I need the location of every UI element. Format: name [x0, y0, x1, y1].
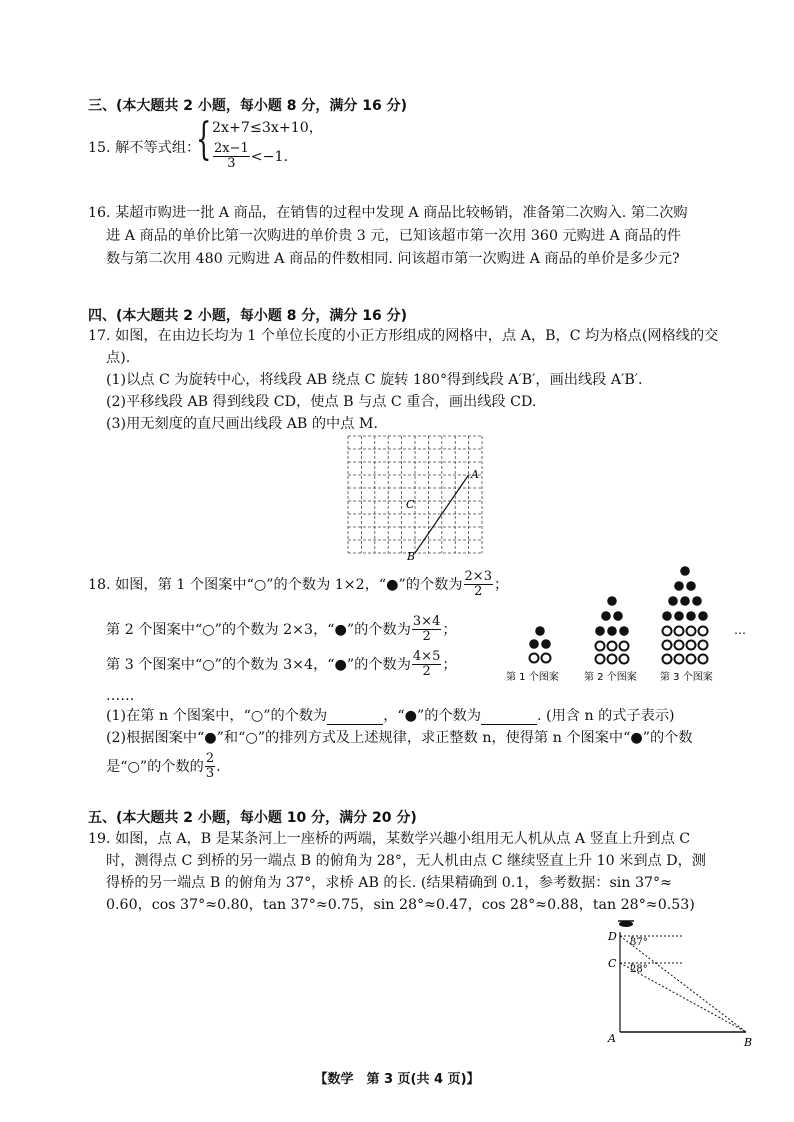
q18-item-1-text-a: (1)在第 n 个图案中，“○”的个数为: [106, 708, 328, 724]
q16-line-1: 16. 某超市购进一批 A 商品，在销售的过程中发现 A 商品比较畅销，准备第二次购入. 第二次购: [88, 205, 688, 221]
grid-lines: [348, 436, 482, 553]
q15-inequality-2: [212, 142, 288, 171]
q18-item-2-fraction-num: 2: [205, 751, 215, 766]
q19-line-3: 得桥的另一端点 B 的俯角为 37°，求桥 AB 的长. (结果精确到 0.1，参考数据：sin 37°≈: [106, 875, 672, 891]
q16-line-3: 数与第二次用 480 元购进 A 商品的件数相同. 问该超市第一次购进 A 商品的单价是多少元?: [106, 251, 680, 267]
q17-line-2: 点).: [106, 350, 131, 366]
angle-28-label: 28°: [630, 964, 648, 975]
q15-inequality-1: 2x+7≤3x+10，: [212, 120, 323, 136]
page-footer: 【数学 第 3 页(共 4 页)】: [314, 1072, 480, 1087]
caption-pattern-1: 第 1 个图案: [506, 672, 559, 683]
q18-item-2-line-1: (2)根据图案中“●”和“○”的排列方式及上述规律，求正整数 n，使得第 n 个图案中“●”的个数: [106, 730, 693, 746]
drone-icon: [618, 921, 634, 927]
q18-semicolon-1: ；: [493, 577, 509, 593]
q18-patterns: [500, 562, 770, 690]
pattern-3: [662, 566, 708, 663]
q17-item-1: (1)以点 C 为旋转中心，将线段 AB 绕点 C 旋转 180°得到线段 A′B′，画出线段 A′B′.: [106, 372, 643, 388]
label-a-point: A: [608, 1032, 616, 1045]
q19-line-4: 0.60，cos 37°≈0.80，tan 37°≈0.75，sin 28°≈0.47，cos 28°≈0.88，tan 28°≈0.53): [106, 897, 695, 913]
caption-pattern-3: 第 3 个图案: [660, 672, 713, 683]
label-a: A: [471, 468, 479, 481]
q18-item-2-text: 是“○”的个数的: [106, 759, 204, 775]
q18-answer-blank-1[interactable]: [327, 705, 383, 725]
grid-svg: [346, 434, 486, 562]
section-4-header: 四、(本大题共 2 小题，每小题 8 分，满分 16 分): [88, 308, 408, 324]
q18-fraction-1-num: 2×3: [464, 569, 492, 584]
q18-line-3-text: 第 3 个图案中“○”的个数为 3×4，“●”的个数为: [106, 657, 411, 673]
q18-item-2-fraction-den: 3: [205, 766, 215, 781]
q18-item-2-end: .: [216, 759, 221, 775]
q15-inequality-2-tail: <−1.: [250, 149, 289, 165]
caption-pattern-2: 第 2 个图案: [584, 672, 637, 683]
q17-item-2: (2)平移线段 AB 得到线段 CD，使点 B 与点 C 重合，画出线段 CD.: [106, 394, 537, 410]
q19-line-2: 时，测得点 C 到桥的另一端点 B 的俯角为 28°，无人机由点 C 继续竖直上升 10 米到点 D，测: [106, 853, 706, 869]
q18-dots: ……: [106, 688, 135, 704]
q18-semicolon-3: ；: [442, 657, 457, 673]
label-c: C: [406, 498, 415, 511]
q17-item-3: (3)用无刻度的直尺画出线段 AB 的中点 M.: [106, 416, 378, 432]
q15-fraction-den: 3: [227, 156, 236, 171]
section-5-header: 五、(本大题共 2 小题，每小题 10 分，满分 20 分): [88, 810, 417, 826]
q18-line-1: [88, 570, 508, 599]
grid-figure: [346, 434, 486, 562]
q15-fraction-num: 2x−1: [214, 141, 249, 156]
q18-fraction-3-den: 2: [422, 664, 431, 679]
label-b-point: B: [744, 1036, 753, 1049]
q18-fraction-3: [412, 650, 441, 679]
q18-fraction-1: [464, 570, 493, 599]
q18-semicolon-2: ；: [442, 622, 457, 638]
q18-item-2-fraction: [205, 752, 215, 781]
q18-item-1: [106, 705, 675, 726]
sight-line-db: [620, 936, 746, 1032]
q17-line-1: 17. 如图，在由边长均为 1 个单位长度的小正方形组成的网格中，点 A，B，C 均为格点(网格线的交: [88, 328, 719, 344]
q18-line-3: [106, 650, 457, 679]
q18-item-1-text-b: ，“●”的个数为: [383, 708, 482, 724]
q18-patterns-svg: [500, 562, 770, 690]
label-b: B: [407, 550, 416, 562]
q18-fraction-2: [412, 615, 441, 644]
q19-line-1: 19. 如图，点 A，B 是某条河上一座桥的两端，某数学兴趣小组用无人机从点 A 竖直上升到点 C: [88, 831, 691, 847]
q18-item-2-line-2: [106, 752, 221, 781]
angle-37-label: 37°: [630, 937, 648, 948]
q16-line-2: 进 A 商品的单价比第一次购进的单价贵 3 元，已知该超市第一次用 360 元购进 A 商品的件: [106, 228, 682, 244]
label-d: D: [608, 930, 617, 943]
q18-fraction-3-num: 4×5: [412, 649, 441, 664]
q18-line-1-text: 18. 如图，第 1 个图案中“○”的个数为 1×2，“●”的个数为: [88, 577, 463, 593]
pattern-ellipsis: …: [734, 623, 746, 637]
q18-fraction-1-den: 2: [474, 584, 483, 599]
label-c-point: C: [608, 957, 617, 970]
section-3-header: 三、(本大题共 2 小题，每小题 8 分，满分 16 分): [88, 98, 408, 114]
q18-answer-blank-2[interactable]: [481, 705, 537, 725]
q18-line-2: [106, 615, 457, 644]
q15-prefix: 15. 解不等式组：: [88, 140, 201, 156]
system-brace: {: [196, 114, 212, 165]
q18-line-2-text: 第 2 个图案中“○”的个数为 2×3，“●”的个数为: [106, 622, 411, 638]
pattern-2: [595, 596, 629, 663]
q18-item-1-text-c: . (用含 n 的式子表示): [537, 708, 675, 724]
q18-fraction-2-num: 3×4: [412, 614, 441, 629]
q18-fraction-2-den: 2: [422, 629, 431, 644]
q15-fraction: [213, 142, 250, 171]
drone-svg: [600, 918, 770, 1050]
drone-figure: [600, 918, 770, 1050]
pattern-1: [529, 626, 551, 662]
